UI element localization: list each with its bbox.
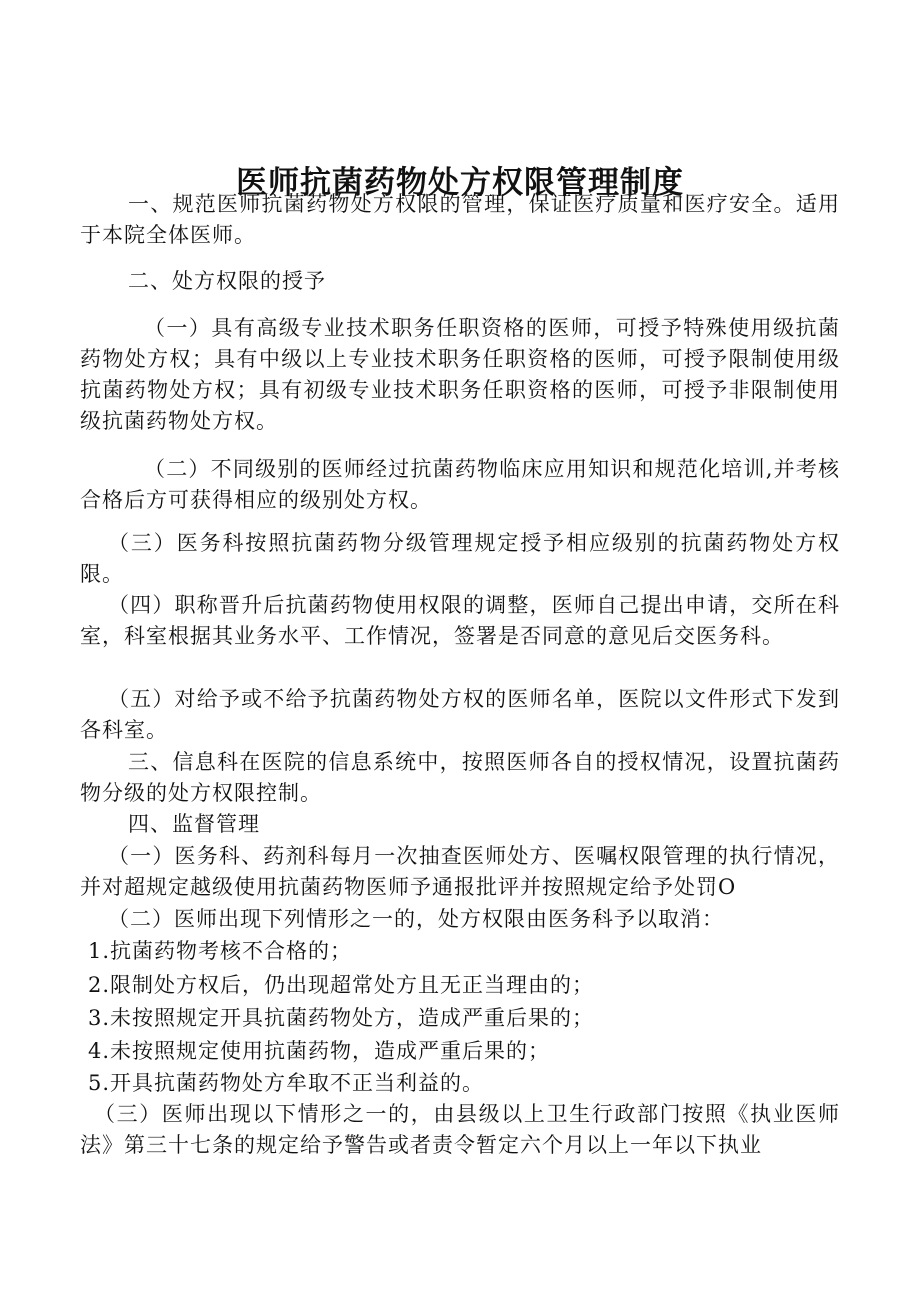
- document-title: 医师抗菌药物处方权限管理制度: [236, 164, 684, 201]
- paragraph-grant-3: （三）医务科按照抗菌药物分级管理规定授予相应级别的抗菌药物处方权限。: [80, 531, 840, 586]
- heading-supervision: 四、监督管理: [128, 812, 260, 836]
- list-item-3: 3.未按照规定开具抗菌药物处方，造成严重后果的；: [88, 1006, 595, 1030]
- list-item-2: 2.限制处方权后，仍出现超常处方且无正当理由的；: [88, 973, 595, 997]
- paragraph-grant-1: （一）具有高级专业技术职务任职资格的医师，可授予特殊使用级抗菌药物处方权；具有中级以上专业技术职务任职资格的医师，可授予限制使用级抗菌药物处方权；具有初级专业技术职务任职资格的医师，可授予非限制使用级抗菌药物处方权。: [80, 316, 840, 433]
- paragraph-information-dept: 三、信息科在医院的信息系统中，按照医师各自的授权情况，设置抗菌药物分级的处方权限控制。: [80, 750, 840, 805]
- list-item-5: 5.开具抗菌药物处方牟取不正当利益的。: [88, 1071, 485, 1095]
- paragraph-grant-4: （四）职称晋升后抗菌药物使用权限的调整，医师自己提出申请，交所在科室，科室根据其业务水平、工作情况，签署是否同意的意见后交医务科。: [80, 593, 840, 648]
- paragraph-grant-5: （五）对给予或不给予抗菌药物处方权的医师名单，医院以文件形式下发到各科室。: [80, 687, 840, 742]
- paragraph-supervision-1: （一）医务科、药剂科每月一次抽查医师处方、医嘱权限管理的执行情况，并对超规定越级使用抗菌药物医师予通报批评并按照规定给予处罚O: [80, 844, 840, 899]
- list-item-4: 4.未按照规定使用抗菌药物，造成严重后果的；: [88, 1039, 551, 1063]
- paragraph-grant-2: （二）不同级别的医师经过抗菌药物临床应用知识和规范化培训,并考核合格后方可获得相应的级别处方权。: [80, 457, 840, 512]
- paragraph-supervision-2: （二）医师出现下列情形之一的，处方权限由医务科予以取消：: [108, 907, 724, 931]
- list-item-1: 1.抗菌药物考核不合格的；: [88, 939, 353, 963]
- heading-granting: 二、处方权限的授予: [128, 269, 326, 293]
- paragraph-supervision-3: （三）医师出现以下情形之一的，由县级以上卫生行政部门按照《执业医师法》第三十七条的规定给予警告或者责令暂定六个月以上一年以下执业: [80, 1102, 840, 1157]
- paragraph-scope: 一、规范医师抗菌药物处方权限的管理，保证医疗质量和医疗安全。适用于本院全体医师。: [80, 192, 840, 247]
